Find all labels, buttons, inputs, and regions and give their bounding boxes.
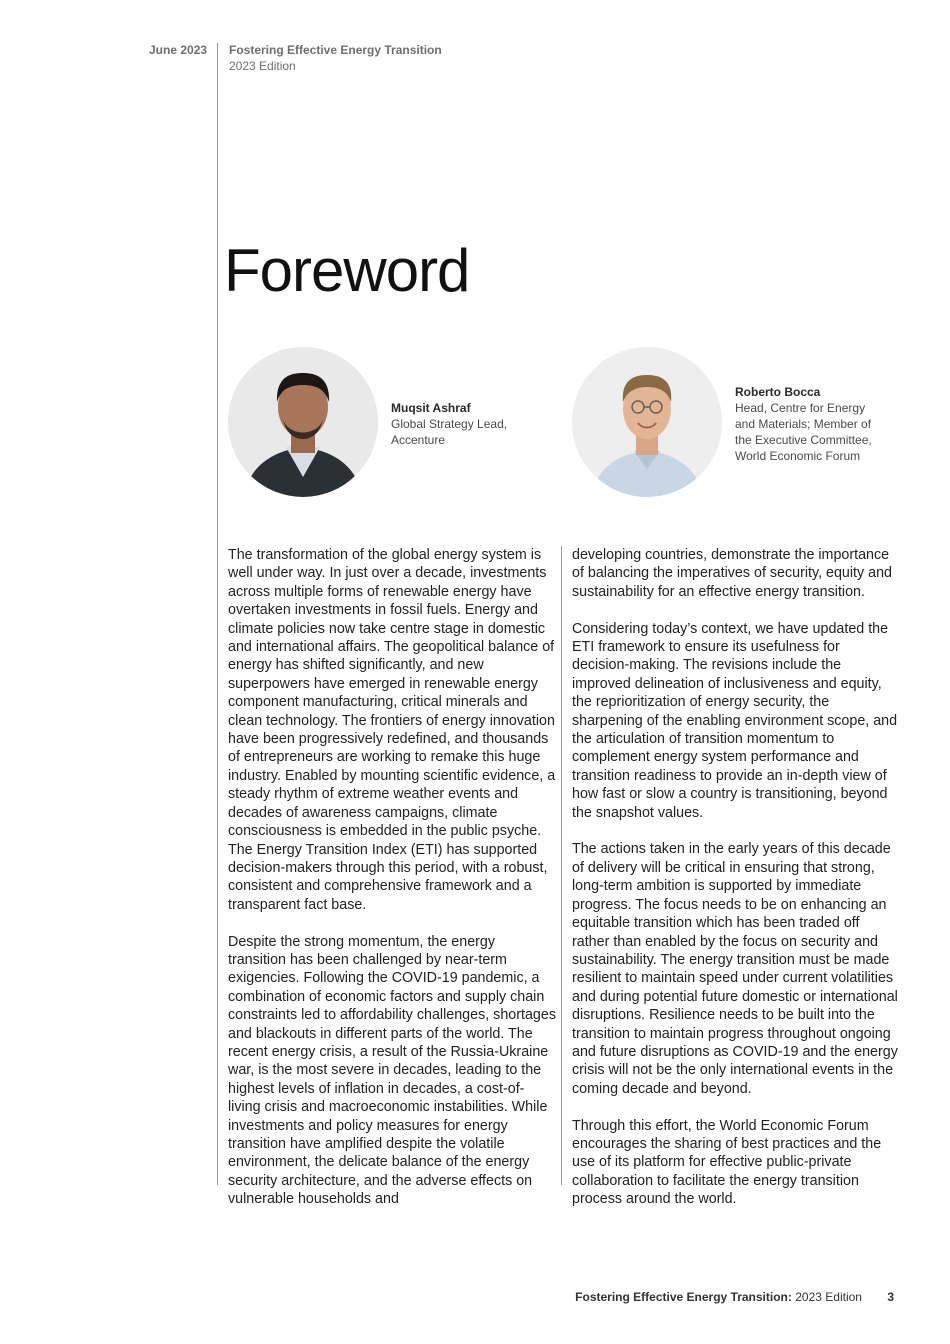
paragraph: Considering today’s context, we have updated the ETI framework to ensure its usefulness for decision-making. The revisions include the improved delineation of inclusiveness and equity, the reprioritization of energy security, the sharpening of the enabling environment scope, and the articulation of transition momentum to complement energy system performance and transition readiness to provide an in-depth view of how fast or slow a country is transitioning, beyond the snapshot values. bbox=[572, 620, 898, 821]
paragraph: Despite the strong momentum, the energy transition has been challenged by near-term exigencies. Following the COVID-19 pandemic, a combination of economic factors and supply chain constraints led to affordability challenges, shortages and blackouts in different parts of the world. The recent energy crisis, a result of the Russia-Ukraine war, is the most severe in decades, leading to the highest levels of inflation in decades, a cost-of-living crisis and macroeconomic instabilities. While investments and policy measures for energy transition have amplified despite the volatile environment, the delicate balance of the energy security architecture, and the adverse effects on vulnerable households and bbox=[228, 933, 556, 1208]
paragraph: The actions taken in the early years of this decade of delivery will be critical in ensuring that strong, long-term ambition is supported by immediate progress. The focus needs to be on enhancing an equitable transition which has been traded off rather than enabled by the focus on security and sustainability. The energy transition must be made resilient to maintain speed under current volatilities and during potential future domestic or international disruptions. Resilience needs to be built into the transition to maintain progress throughout ongoing and future disruptions as COVID-19 and the energy crisis will not be the only international events in the coming decade and beyond. bbox=[572, 841, 898, 1097]
author-role-line: Head, Centre for Energy bbox=[735, 401, 866, 415]
author-caption-1 bbox=[391, 400, 541, 448]
portrait-illustration bbox=[228, 347, 378, 497]
author-name: Roberto Bocca bbox=[735, 385, 821, 399]
footer-edition: 2023 Edition bbox=[795, 1290, 862, 1304]
header-divider bbox=[217, 43, 218, 1185]
author-role-line: Accenture bbox=[391, 433, 446, 447]
author-name: Muqsit Ashraf bbox=[391, 401, 471, 415]
author-caption-2 bbox=[735, 384, 895, 464]
page-title: Foreword bbox=[224, 237, 470, 304]
header-date: June 2023 bbox=[149, 43, 208, 57]
header-edition: 2023 Edition bbox=[229, 59, 296, 73]
author-photo-muqsit-ashraf bbox=[228, 347, 378, 497]
author-role-line: and Materials; Member of bbox=[735, 417, 872, 431]
column-divider bbox=[561, 546, 562, 1185]
author-role-line: World Economic Forum bbox=[735, 449, 861, 463]
paragraph: developing countries, demonstrate the importance of balancing the imperatives of security, equity and sustainability for an effective energy transition. bbox=[572, 547, 893, 600]
paragraph: Through this effort, the World Economic Forum encourages the sharing of best practices and the use of its platform for effective public-private collaboration to facilitate the energy transition process around the world. bbox=[572, 1117, 882, 1208]
author-role-line: the Executive Committee, bbox=[735, 433, 872, 447]
portrait-illustration bbox=[572, 347, 722, 497]
author-photo-roberto-bocca bbox=[572, 347, 722, 497]
author-role-line: Global Strategy Lead, bbox=[391, 417, 508, 431]
body-column-right bbox=[572, 546, 898, 1227]
body-column-left bbox=[228, 546, 556, 1227]
page-number: 3 bbox=[887, 1290, 894, 1304]
paragraph: The transformation of the global energy system is well under way. In just over a decade, investments across multiple forms of renewable energy have overtaken investments in fossil fuels. Energy and climate policies now take centre stage in domestic and international affairs. The geopolitical balance of energy has shifted significantly, and new superpowers have emerged in renewable energy component manufacturing, critical minerals and clean technology. The frontiers of energy innovation have been progressively redefined, and thousands of entrepreneurs are working to remake this huge industry. Enabled by mounting scientific evidence, a steady rhythm of extreme weather events and decades of awareness campaigns, climate consciousness is embedded in the public psyche. The Energy Transition Index (ETI) has supported decision-makers through this period, with a robust, consistent and comprehensive framework and a transparent fact base. bbox=[228, 547, 556, 913]
page-footer bbox=[575, 1290, 894, 1304]
header-report-title: Fostering Effective Energy Transition bbox=[229, 43, 442, 57]
footer-title: Fostering Effective Energy Transition: bbox=[575, 1290, 792, 1304]
